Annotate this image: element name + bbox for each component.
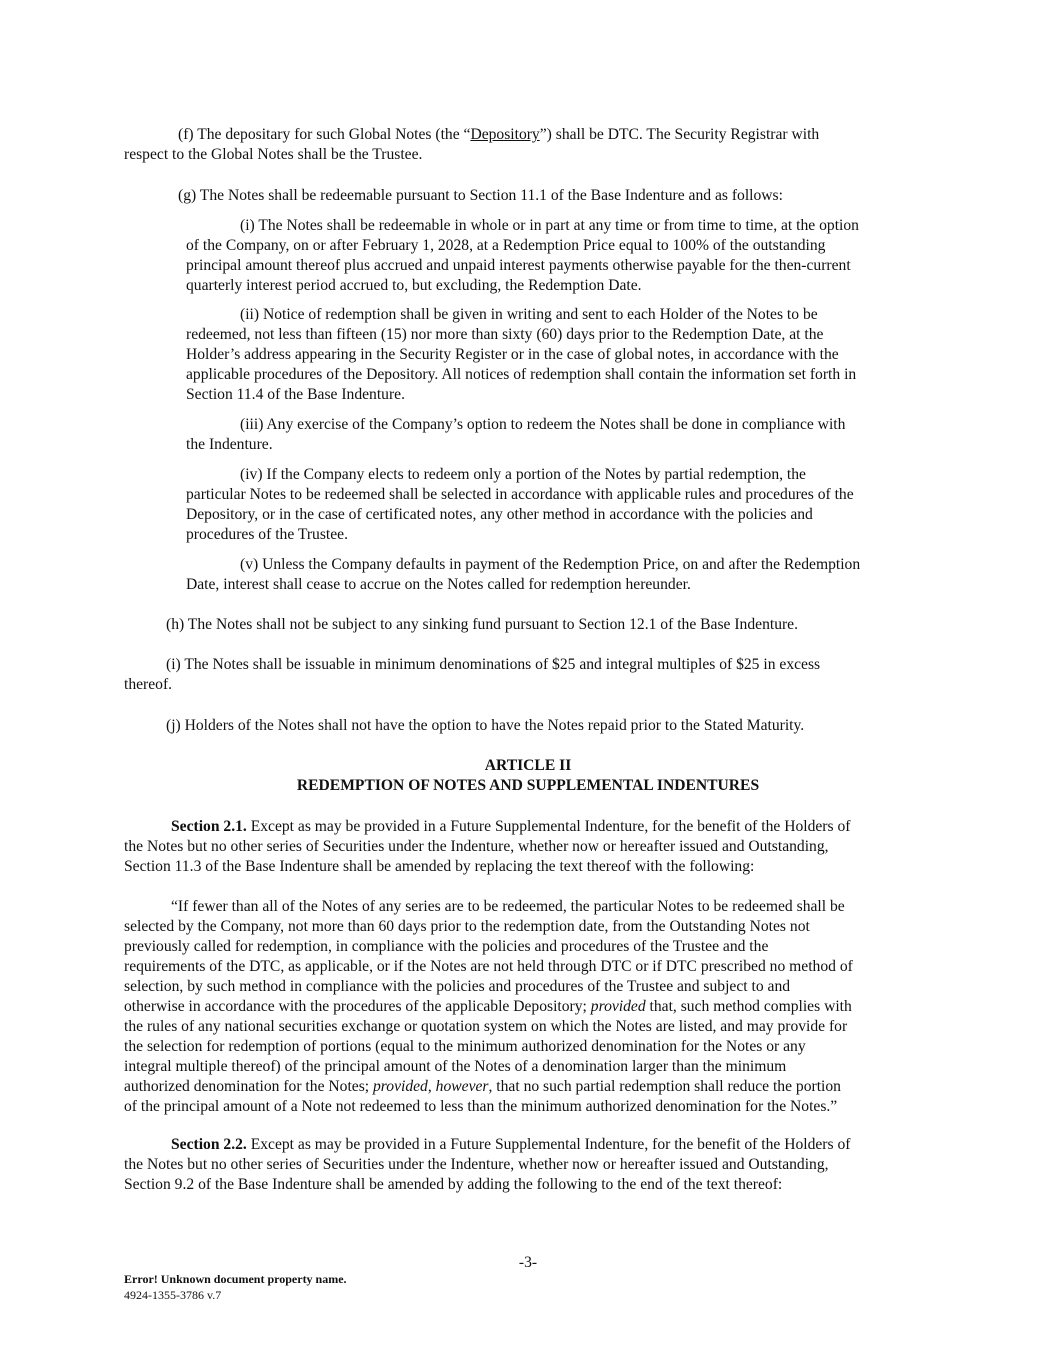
paragraph-g-intro: (g) The Notes shall be redeemable pursuant to Section 11.1 of the Base Indenture and as follows: — [178, 187, 783, 204]
subparagraph-g-i: (i) The Notes shall be redeemable in whole or in part at any time or from time to time, at the option of the Company, on or after February 1, 2028, at a Redemption Price equal to 100% of the outstanding principal amount thereof plus accrued and unpaid interest payments otherwise payable for the then-current quarterly interest period accrued to, but excluding, the Redemption Date. — [186, 217, 859, 294]
page-number: -3- — [518, 1254, 538, 1271]
subparagraph-g-iv: (iv) If the Company elects to redeem only a portion of the Notes by partial redemption, the particular Notes to be redeemed shall be selected in accordance with applicable rules and procedures of the Depository, or in the case of certificated notes, any other method in accordance with the policies and procedures of the Trustee. — [186, 466, 854, 543]
section-2-1-heading: Section 2.1. — [171, 818, 247, 835]
section-2-2-heading: Section 2.2. — [171, 1136, 247, 1153]
defined-term-depository: Depository — [470, 126, 540, 143]
subparagraph-g-v: (v) Unless the Company defaults in payment of the Redemption Price, on and after the Redemption Date, interest shall cease to accrue on the Notes called for redemption hereunder. — [186, 556, 861, 593]
footer-error-text: Error! Unknown document property name. — [124, 1272, 347, 1286]
article-title: REDEMPTION OF NOTES AND SUPPLEMENTAL INDENTURES — [296, 777, 760, 794]
footer-doc-id: 4924-1355-3786 v.7 — [124, 1288, 222, 1302]
paragraph-f-line2: respect to the Global Notes shall be the Trustee. — [124, 146, 423, 163]
section-2-2: Section 2.2. Except as may be provided in a Future Supplemental Indenture, for the benefit of the Holders of the Notes but no other series of Securities under the Indenture, whether now or hereafter issued and Outstanding, Section 9.2 of the Base Indenture shall be amended by adding the following to the end of the text thereof: — [124, 1136, 851, 1193]
paragraph-f — [124, 125, 946, 165]
quoted-section-11-3: “If fewer than all of the Notes of any series are to be redeemed, the particular Notes to be redeemed shall be selected by the Company, not more than 60 days prior to the redemption date, from the Outstanding Notes not previously called for redemption, in compliance with the policies and procedures of the Trustee and the requirements of the DTC, as applicable, or if the Notes are not held through DTC or if DTC prescribed no method of selection, by such method in compliance with the policies and procedures of the Trustee and subject to and otherwise in accordance with the procedures of the applicable Depository; provided that, such method complies with the rules of any national securities exchange or quotation system on which the Notes are listed, and may provide for the selection for redemption of portions (equal to the minimum authorized denomination for the Notes or any integral multiple thereof) of the principal amount of the Notes of a denomination larger than the minimum authorized denomination for the Notes; provided, however, that no such partial redemption shall reduce the portion of the principal amount of a Note not redeemed to less than the minimum authorized denomination for the Notes.” — [124, 898, 853, 1115]
paragraph-i: (i) The Notes shall be issuable in minimum denominations of $25 and integral multiples of $25 in excess thereof. — [124, 656, 821, 693]
paragraph-f-line1: (f) The depositary for such Global Notes (the “Depository”) shall be DTC. The Security Registrar with — [178, 126, 820, 143]
paragraph-j: (j) Holders of the Notes shall not have the option to have the Notes repaid prior to the Stated Maturity. — [166, 717, 805, 734]
paragraph-h: (h) The Notes shall not be subject to any sinking fund pursuant to Section 12.1 of the Base Indenture. — [166, 616, 799, 633]
subparagraph-g-ii: (ii) Notice of redemption shall be given in writing and sent to each Holder of the Notes to be redeemed, not less than fifteen (15) nor more than sixty (60) days prior to the Redemption Date, at the Holder’s address appearing in the Security Register or in the case of global notes, in accordance with the applicable procedures of the Depository. All notices of redemption shall contain the information set forth in Section 11.4 of the Base Indenture. — [186, 306, 857, 403]
section-2-1: Section 2.1. Except as may be provided in a Future Supplemental Indenture, for the benefit of the Holders of the Notes but no other series of Securities under the Indenture, whether now or hereafter issued and Outstanding, Section 11.3 of the Base Indenture shall be amended by replacing the text thereof with the following: — [124, 818, 851, 875]
subparagraph-g-iii: (iii) Any exercise of the Company’s option to redeem the Notes shall be done in compliance with the Indenture. — [186, 416, 846, 453]
article-number: ARTICLE II — [484, 757, 572, 774]
